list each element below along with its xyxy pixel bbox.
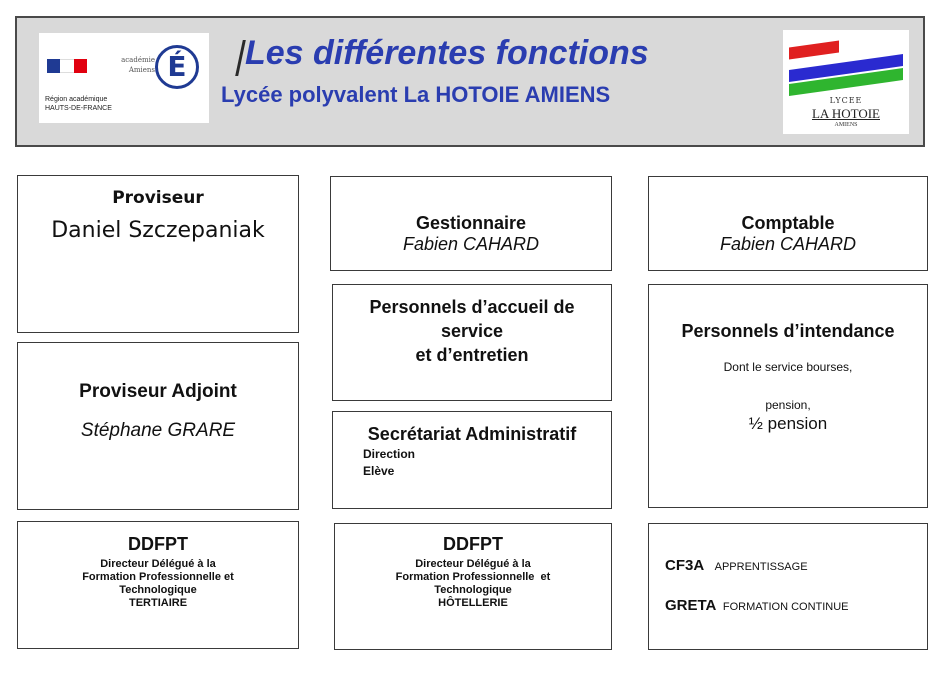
cf3a-row (649, 557, 927, 575)
cf3a-desc: APPRENTISSAGE (714, 561, 808, 573)
ddfpt-hotellerie-line1: Directeur Délégué à la (415, 558, 531, 570)
gestionnaire-name: Fabien CAHARD (402, 234, 540, 254)
box-ddfpt-tertiaire (17, 521, 299, 649)
greta-label: GRETA (665, 597, 717, 614)
french-flag-icon (47, 59, 87, 73)
page-subtitle: Lycée polyvalent La HOTOIE AMIENS (221, 82, 611, 107)
academie-label: académie Amiens (121, 56, 155, 74)
ddfpt-tertiaire-title: DDFPT (128, 534, 188, 554)
ddfpt-tertiaire-line4: TERTIAIRE (128, 597, 188, 609)
proviseur-title: Proviseur (112, 188, 204, 208)
ddfpt-hotellerie-line2: Formation Professionnelle et (395, 571, 551, 583)
comptable-name: Fabien CAHARD (719, 234, 857, 254)
intendance-line2: pension, (765, 398, 811, 412)
ddfpt-hotellerie-line3: Technologique (434, 584, 512, 596)
academie-logo (39, 33, 209, 123)
ddfpt-tertiaire-line1: Directeur Délégué à la (100, 558, 216, 570)
intendance-title: Personnels d’intendance (681, 321, 895, 341)
region-label: Région académique HAUTS-DE-FRANCE (45, 96, 112, 112)
secretariat-title: Secrétariat Administratif (367, 424, 577, 444)
proviseur-adjoint-title: Proviseur Adjoint (79, 381, 237, 402)
proviseur-adjoint-name: Stéphane GRARE (80, 420, 236, 441)
box-ddfpt-hotellerie (334, 523, 612, 650)
secretariat-item-eleve: Elève (363, 464, 395, 478)
logo-text-name: LA HOTOIE (811, 106, 880, 121)
box-intendance (648, 284, 928, 508)
box-gestionnaire (330, 176, 612, 271)
secretariat-item-direction: Direction (363, 447, 416, 461)
box-formation (648, 523, 928, 650)
education-e-icon: É (155, 45, 199, 89)
gestionnaire-title: Gestionnaire (415, 213, 527, 233)
cf3a-label: CF3A (665, 557, 705, 574)
intendance-line3: ½ pension (748, 414, 828, 433)
logo-text-lycee: LYCEE (829, 96, 863, 105)
proviseur-name: Daniel Szczepaniak (51, 218, 265, 243)
box-proviseur (17, 175, 299, 333)
accueil-line3: et d’entretien (415, 345, 529, 365)
logo-text-city: AMIENS (834, 122, 858, 128)
logo-stripe-red (789, 40, 839, 59)
ddfpt-tertiaire-line3: Technologique (119, 584, 197, 596)
comptable-title: Comptable (741, 213, 835, 233)
box-secretariat (332, 411, 612, 509)
accueil-line1: Personnels d’accueil de (369, 297, 575, 317)
lycee-logo (783, 30, 909, 134)
greta-row (649, 597, 927, 615)
box-accueil-entretien (332, 284, 612, 401)
greta-desc: FORMATION CONTINUE (722, 601, 849, 613)
ddfpt-hotellerie-title: DDFPT (443, 534, 503, 554)
page-title: Les différentes fonctions (245, 34, 649, 72)
ddfpt-tertiaire-line2: Formation Professionnelle et (82, 571, 234, 583)
box-proviseur-adjoint (17, 342, 299, 510)
accueil-line2: service (440, 321, 504, 341)
header-banner (15, 16, 925, 147)
ddfpt-hotellerie-line4: HÔTELLERIE (438, 597, 508, 609)
box-comptable (648, 176, 928, 271)
intendance-line1: Dont le service bourses, (723, 360, 853, 374)
